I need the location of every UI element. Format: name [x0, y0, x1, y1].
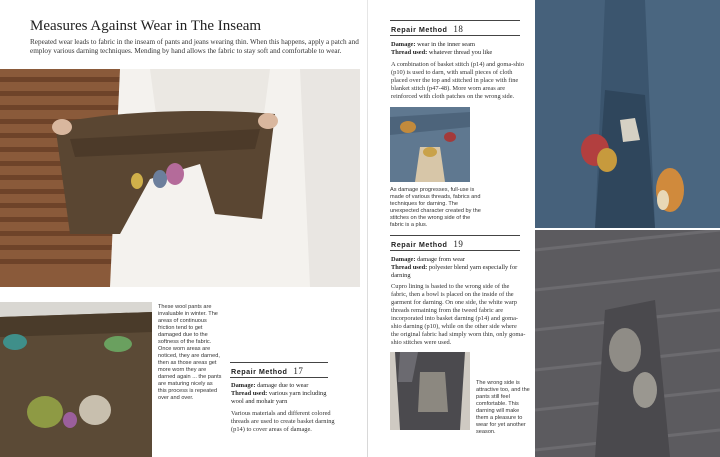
- method-19-damage: [391, 256, 526, 264]
- photo-darned-pants-closeup: [0, 302, 152, 457]
- method-17-number: 17: [293, 366, 304, 376]
- method-18-label: Repair Method: [391, 25, 448, 34]
- photo-tweed-darning: [535, 230, 720, 457]
- method-18-damage: [391, 41, 526, 49]
- method-19-heading: [391, 239, 463, 249]
- method-17-label: Repair Method: [231, 367, 288, 376]
- method-17-body: Various materials and different colored threads are used to create basket darning (p14) to cover areas of damage.: [231, 410, 335, 433]
- page-gutter: [367, 0, 368, 457]
- page-title: Measures Against Wear in The Inseam: [30, 18, 262, 34]
- method-19-damage-label: Damage:: [391, 256, 416, 263]
- method-17-thread-label: Thread used:: [231, 390, 268, 397]
- photo-holding-wool-pants: [0, 69, 360, 287]
- method-18-thread: [391, 49, 526, 57]
- method-17-thread-value: various yarn including wool and mohair yarn: [231, 390, 327, 405]
- method-18-thread-label: Thread used:: [391, 49, 428, 56]
- method-19-underline: [390, 250, 520, 251]
- method-17-rule: [230, 362, 328, 363]
- method-17-damage-value: damage due to wear: [257, 382, 309, 389]
- method-19-damage-value: damage from wear: [417, 256, 466, 263]
- method-18-body: A combination of basket stitch (p14) and goma-shio (p10) is used to darn, with small pieces of cloth placed over the top and stitched in place with fine blanket stitch (p47-48). More worn areas are reinforced with cloth patches on the wrong side.: [391, 61, 524, 100]
- photo-jeans-crotch-darning: [535, 0, 720, 228]
- wool-pants-caption: These wool pants are invaluable in winter. The areas of continuous friction tend to get damaged due to the softness of the fabric. Once worn areas are noticed, they are darned, then as those areas get more worn they are darned again ... the pants are maturing nicely as this process is repeated over and over.: [158, 304, 222, 401]
- method-19-number: 19: [453, 239, 464, 249]
- method-18-number: 18: [453, 24, 464, 34]
- method-17-heading: [231, 366, 303, 376]
- photo-tweed-wrong-side: [390, 352, 470, 430]
- method-17-damage-label: Damage:: [231, 382, 256, 389]
- method-18-damage-value: wear in the inner seam: [417, 41, 475, 48]
- method-18-caption: As damage progresses, full-use is made of various threads, fabrics and techniques for darning. The unexpected character created by the stitches on the wrong side of the fabric is a plus.: [390, 187, 481, 228]
- method-19-label: Repair Method: [391, 240, 448, 249]
- method-17-underline: [230, 377, 328, 378]
- method-19-thread: [391, 264, 526, 280]
- method-19-caption: The wrong side is attractive too, and the pants still feel comfortable. This darning will make them a pleasure to wear for yet another season.: [476, 380, 530, 435]
- method-19-rule: [390, 235, 520, 236]
- method-17-damage: [231, 382, 331, 390]
- method-19-body: Cupro lining is basted to the wrong side of the fabric, then a bowl is placed on the inside of the garment for darning. On one side, the white warp threads remaining from the tweed fabric are incorporated into basket darning (p14) and goma-shio darning (p10), while on the other side where the original fabric had simply worn thin, only goma-shio stitches were used.: [391, 283, 526, 346]
- intro-paragraph: Repeated wear leads to fabric in the inseam of pants and jeans wearing thin. When this happens, apply a patch and employ various darning techniques. Mending by hand allows the fabric to stay soft and comfortable to wear.: [30, 38, 359, 55]
- method-17-thread: [231, 390, 331, 406]
- method-19-thread-value: polyester blend yarn especially for darning: [391, 264, 518, 279]
- method-18-thread-value: whatever thread you like: [428, 49, 493, 56]
- method-18-rule: [390, 20, 520, 21]
- method-18-underline: [390, 35, 520, 36]
- method-18-heading: [391, 24, 463, 34]
- photo-jeans-darning: [390, 107, 470, 182]
- method-18-damage-label: Damage:: [391, 41, 416, 48]
- method-19-thread-label: Thread used:: [391, 264, 428, 271]
